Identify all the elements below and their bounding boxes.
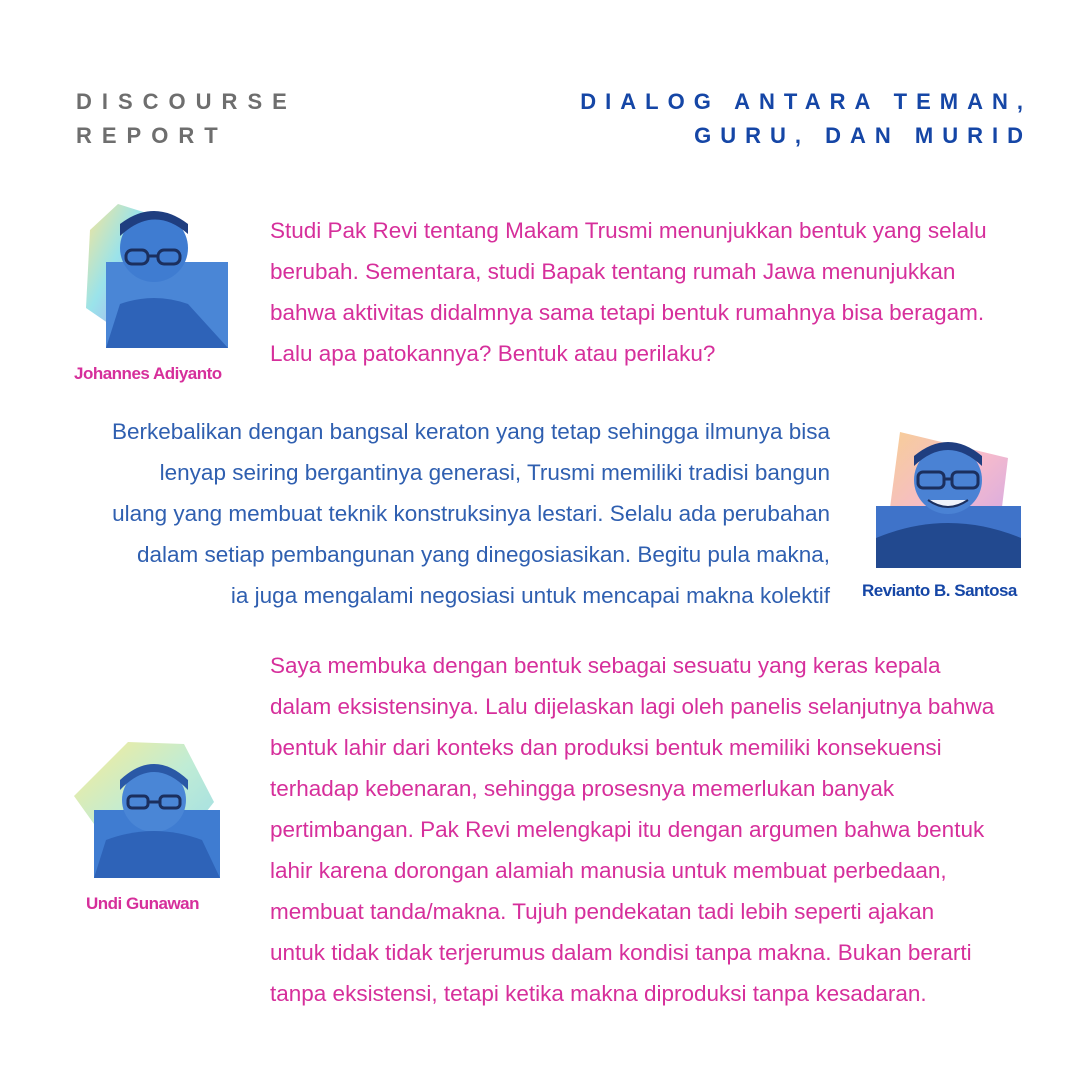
quote-line: dalam eksistensinya. Lalu dijelaskan lagi oleh panelis selanjutnya bahwa [270, 694, 995, 719]
quote-line: Lalu apa patokannya? Bentuk atau perilaku? [270, 341, 716, 366]
quote-line: terhadap kebenaran, sehingga prosesnya memerlukan banyak [270, 776, 895, 801]
quote-line: dalam setiap pembangunan yang dinegosiasikan. Begitu pula makna, [137, 542, 830, 567]
speaker-portrait-johannes [80, 200, 230, 350]
quote-line: berubah. Sementara, studi Bapak tentang rumah Jawa menunjukkan [270, 259, 956, 284]
quote-revianto [112, 411, 830, 616]
quote-line: bentuk lahir dari konteks dan produksi bentuk memiliki konsekuensi [270, 735, 942, 760]
speaker-name-johannes: Johannes Adiyanto [74, 364, 222, 383]
quote-line: membuat tanda/makna. Tujuh pendekatan tadi lebih seperti ajakan [270, 899, 935, 924]
page-title-line-2: GURU, DAN MURID [694, 123, 1032, 148]
quote-line: bahwa aktivitas didalmnya sama tetapi bentuk rumahnya bisa beragam. [270, 300, 985, 325]
quote-line: ia juga mengalami negosiasi untuk mencapai makna kolektif [230, 583, 830, 608]
quote-line: lahir karena dorongan alamiah manusia untuk membuat perbedaan, [270, 858, 947, 883]
quote-johannes [270, 210, 987, 374]
report-label-line-1: DISCOURSE [76, 89, 297, 114]
page-title-line-1: DIALOG ANTARA TEMAN, [580, 89, 1032, 114]
speaker-name-undi: Undi Gunawan [86, 894, 199, 913]
quote-undi [270, 645, 994, 1014]
quote-line: lenyap seiring bergantinya generasi, Trusmi memiliki tradisi bangun [159, 460, 830, 485]
quote-line: untuk tidak tidak terjerumus dalam kondisi tanpa makna. Bukan berarti [270, 940, 972, 965]
quote-line: Berkebalikan dengan bangsal keraton yang tetap sehingga ilmunya bisa [111, 419, 830, 444]
page-title [472, 85, 1032, 153]
quote-line: Studi Pak Revi tentang Makam Trusmi menunjukkan bentuk yang selalu [270, 218, 987, 243]
quote-line: Saya membuka dengan bentuk sebagai sesuatu yang keras kepala [270, 653, 941, 678]
quote-line: tanpa eksistensi, tetapi ketika makna diproduksi tanpa kesadaran. [270, 981, 927, 1006]
speaker-portrait-undi [74, 740, 220, 880]
quote-line: ulang yang membuat teknik konstruksinya lestari. Selalu ada perubahan [112, 501, 830, 526]
speaker-portrait-revianto [876, 428, 1021, 568]
quote-line: pertimbangan. Pak Revi melengkapi itu dengan argumen bahwa bentuk [270, 817, 985, 842]
report-label-line-2: REPORT [76, 123, 228, 148]
report-label [76, 85, 297, 153]
speaker-name-revianto: Revianto B. Santosa [862, 581, 1017, 600]
